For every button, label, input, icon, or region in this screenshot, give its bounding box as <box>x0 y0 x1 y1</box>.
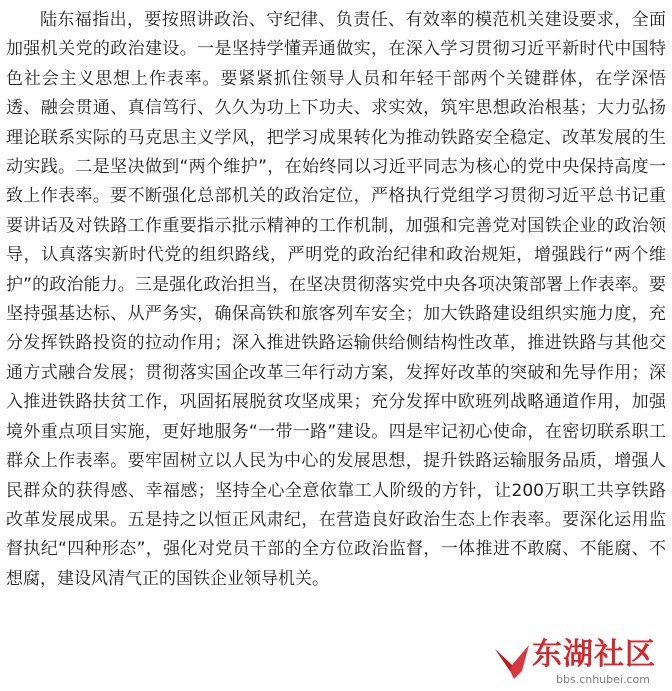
article-paragraph: 陆东福指出，要按照讲政治、守纪律、负责任、有效率的模范机关建设要求，全面加强机关党的政治建设。一是坚持学懂弄通做实，在深入学习贯彻习近平新时代中国特色社会主义思想上作表率。要紧紧抓住领导人员和年轻干部两个关键群体，在学深悟透、融会贯通、真信笃行、久久为功上下功夫、求实效，筑牢思想政治根基；大力弘扬理论联系实际的马克思主义学风，把学习成果转化为推动铁路安全稳定、改革发展的生动实践。二是坚决做到“两个维护”，在始终同以习近平同志为核心的党中央保持高度一致上作表率。要不断强化总部机关的政治定位，严格执行党组学习贯彻习近平总书记重要讲话及对铁路工作重要指示批示精神的工作机制，加强和完善党对国铁企业的政治领导，认真落实新时代党的组织路线，严明党的政治纪律和政治规矩，增强践行“两个维护”的政治能力。三是强化政治担当，在坚决贯彻落实党中央各项决策部署上作表率。要坚持强基达标、从严务实，确保高铁和旅客列车安全；加大铁路建设组织实施力度，充分发挥铁路投资的拉动作用；深入推进铁路运输供给侧结构性改革，推进铁路与其他交通方式融合发展；贯彻落实国企改革三年行动方案，发挥好改革的突破和先导作用；深入推进铁路扶贫工作，巩固拓展脱贫攻坚成果；充分发挥中欧班列战略通道作用，加强境外重点项目实施，更好地服务“一带一路”建设。四是牢记初心使命，在密切联系职工群众上作表率。要牢固树立以人民为中心的发展思想，提升铁路运输服务品质，增强人民群众的获得感、幸福感；坚持全心全意依靠工人阶级的方针，让200万职工共享铁路改革发展成果。五是持之以恒正风肃纪，在营造良好政治生态上作表率。要深化运用监督执纪“四种形态”，强化对党员干部的全方位政治监督，一体推进不敢腐、不能腐、不想腐，建设风清气正的国铁企业领导机关。 <box>6 10 666 589</box>
red-arrow-logo-icon <box>492 641 532 681</box>
watermark-title: 东湖社区 <box>532 637 656 672</box>
site-watermark <box>492 637 668 689</box>
watermark-url: bbs.cnhubei.com <box>556 673 650 686</box>
article-body <box>6 6 666 594</box>
